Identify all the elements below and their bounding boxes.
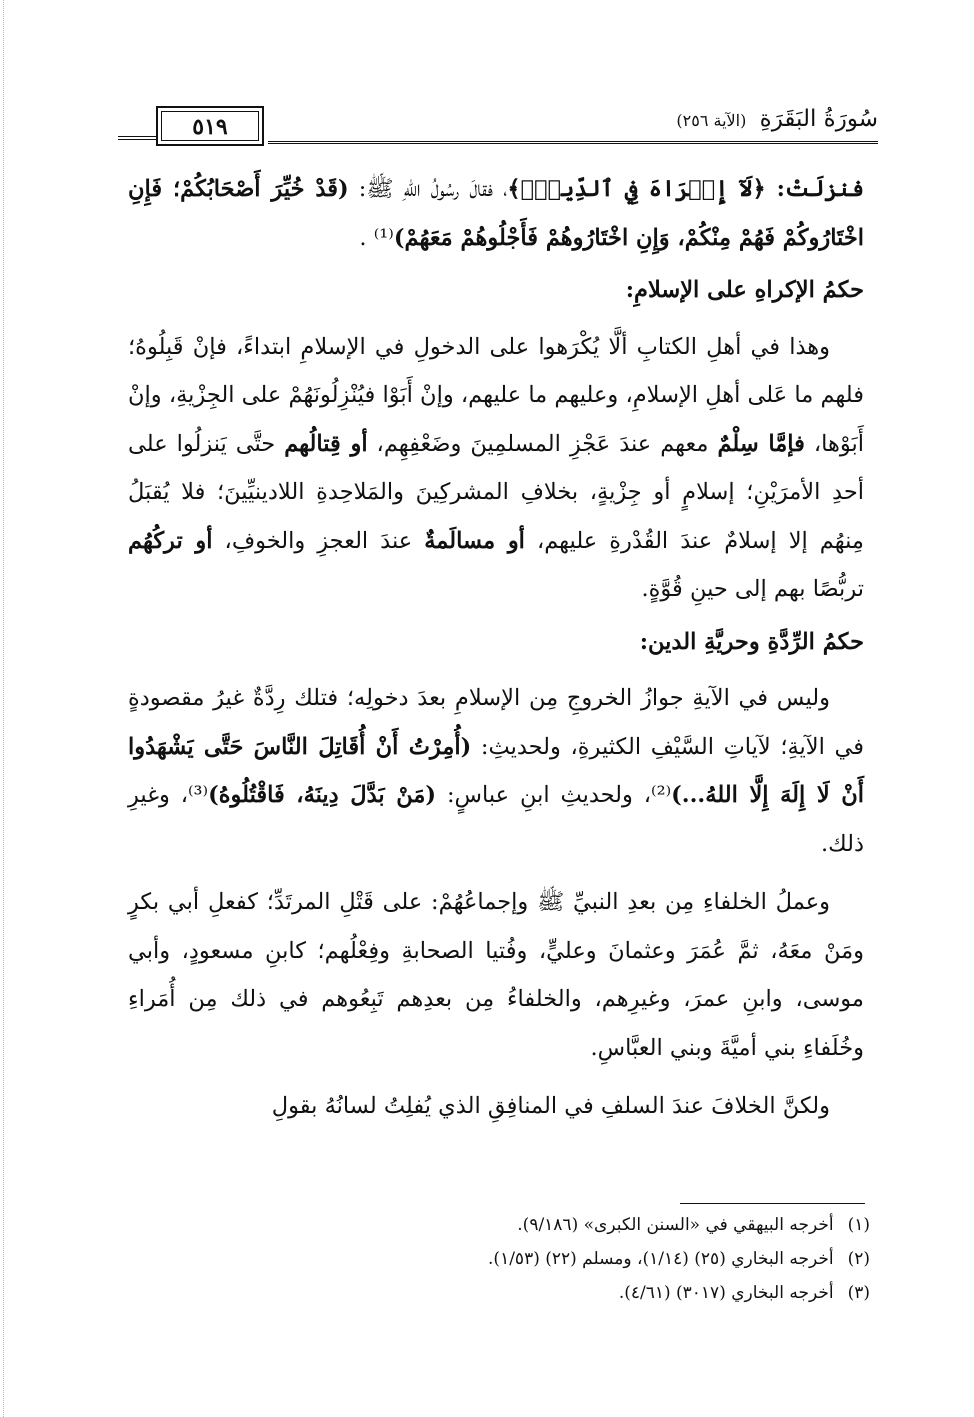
page-number: ٥١٩ xyxy=(161,111,259,141)
p2-text-e: حتَّى يَنزلُوا على أحدِ الأمرَيْنِ؛ إسلامٍ أو جِزْيةٍ، بخلافِ المشركِينَ والمَلاحِدةِ اللادينيِّينَ؛ فلا يُقبَلُ مِنهُم إلا إسلامٌ عندَ القُدْرةِ عليهم، xyxy=(128,430,864,554)
p2-bold-d: أو قِتالُهم xyxy=(284,430,368,457)
p1-intro: فنزلَتْ: xyxy=(765,176,865,202)
footnote-number: (١) xyxy=(847,1215,870,1235)
p2-bold-f: أو مسالَمةٌ xyxy=(424,527,525,554)
hadith-quote-2: (أُمِرْتُ أَنْ أُقَاتِلَ النَّاسَ حَتَّى يَشْهَدُوا أَنْ لَا إِلَهَ إِلَّا اللهُ...) xyxy=(128,733,864,808)
paragraph-1 xyxy=(128,165,864,262)
surah-name: سُورَةُ البَقَرَةِ xyxy=(759,106,878,132)
p2-text-g: عندَ العجزِ والخوفِ، xyxy=(212,527,425,554)
p3-text-a: وليس في الآيةِ جوازُ الخروجِ مِن الإسلامِ بعدَ دخولِه؛ فتلك رِدَّةٌ غيرُ مقصودةٍ في الآيةِ؛ لآياتِ السَّيْفِ الكثيرةِ، ولحديثِ: xyxy=(128,685,865,760)
quran-verse: ﴿لَآ إِكۡرَاهَ فِي ٱلدِّينِۖ﴾ xyxy=(507,176,766,202)
footnote-2 xyxy=(330,1242,870,1276)
page-number-box xyxy=(156,106,264,146)
paragraph-5: ولكنَّ الخلافَ عندَ السلفِ في المنافِقِ الذي يُفلِتُ لسانُهُ بقولِ xyxy=(271,1093,830,1119)
footnotes xyxy=(330,1208,870,1310)
header-rule xyxy=(268,141,878,147)
header-rule-left xyxy=(118,136,158,143)
page-header xyxy=(118,98,878,152)
section-heading-2: حكمُ الرِّدَّةِ وحريَّةِ الدين: xyxy=(639,628,864,655)
hadith-quote-3: (مَنْ بَدَّلَ دِينَهُ، فَاقْتُلُوهُ) xyxy=(208,782,437,808)
p3-text-c: ⁽²⁾، ولحديثِ ابنِ عباسٍ: xyxy=(436,782,672,808)
p2-text-a: وهذا في أهلِ الكتابِ ألَّا يُكْرَهوا على الدخولِ في الإسلامِ ابتداءً، فإنْ قَبِلُوهُ؛ فلهم ما عَلى أهلِ الإسلامِ، وعليهم ما عليهم، وإنْ أَبَوْا فيُنْزِلُونَهُمْ على الجِزْيةِ، وإنْ أَبَوْها، xyxy=(128,333,864,457)
p2-text-i: تربُّصًا بهم إلى حينِ قُوَّةٍ. xyxy=(641,576,864,602)
footnote-number: (٣) xyxy=(847,1283,870,1303)
section-heading-1: حكمُ الإكراهِ على الإسلامِ: xyxy=(625,277,864,303)
p2-text-c: معهم عندَ عَجْزِ المسلمِينَ وضَعْفِهِم، xyxy=(367,430,718,457)
footnote-3 xyxy=(330,1276,870,1310)
p2-bold-b: فإمَّا سِلْمٌ xyxy=(717,430,805,457)
footnote-number: (٢) xyxy=(847,1249,870,1269)
footnote-text: أخرجه البخاري (٣٠١٧) (٤/٦١). xyxy=(618,1283,834,1303)
hadith-quote-1: (قَدْ خُيِّرَ أَصْحَابُكُمْ؛ فَإِنِ اخْتَارُوكُمْ فَهُمْ مِنْكُمْ، وَإِنِ اخْتَارُوهُمْ فَأَجْلُوهُمْ مَعَهُمْ) xyxy=(128,176,864,251)
spacer xyxy=(128,868,864,878)
p1-text: ، فقالَ رسُولُ اللهِ ﷺ: xyxy=(348,176,508,202)
footnote-text: أخرجه البخاري (٢٥) (١/١٤)، ومسلم (٢٢) (١/٥٣). xyxy=(488,1249,834,1269)
footnote-1 xyxy=(330,1208,870,1242)
footnote-separator xyxy=(680,1203,865,1204)
main-text xyxy=(128,165,864,1131)
footnote-text: أخرجه البيهقي في «السنن الكبرى» (٩/١٨٦). xyxy=(517,1215,834,1235)
surah-title xyxy=(676,106,878,132)
paragraph-2 xyxy=(128,323,864,614)
spacer xyxy=(128,1072,864,1082)
p3-text-e: ⁽³⁾، وغيرِ ذلك. xyxy=(128,782,864,857)
p1-footnote-ref: ⁽¹⁾ . xyxy=(359,224,394,251)
paragraph-3 xyxy=(128,674,864,868)
scan-edge xyxy=(0,0,4,1417)
paragraph-4: وعملُ الخلفاءِ مِن بعدِ النبيِّ ﷺ وإجماعُهُمْ: على قَتْلِ المرتَدِّ؛ كفعلِ أبي بكرٍ ومَنْ معَهُ، ثمَّ عُمَرَ وعثمانَ وعليٍّ، وفُتيا الصحابةِ وفِعْلُهم؛ كابنِ مسعودٍ، وأبي موسى، وابنِ عمرَ، وغيرِهم، والخلفاءُ مِن بعدِهم تَبِعُوهم في ذلك مِن أُمَراءِ وخُلَفاءِ بني أميَّةَ وبني العبَّاسِ. xyxy=(128,889,864,1061)
p2-bold-h: أو تركُهُم xyxy=(128,527,213,554)
ayah-reference: (الآية ٢٥٦) xyxy=(676,111,747,130)
